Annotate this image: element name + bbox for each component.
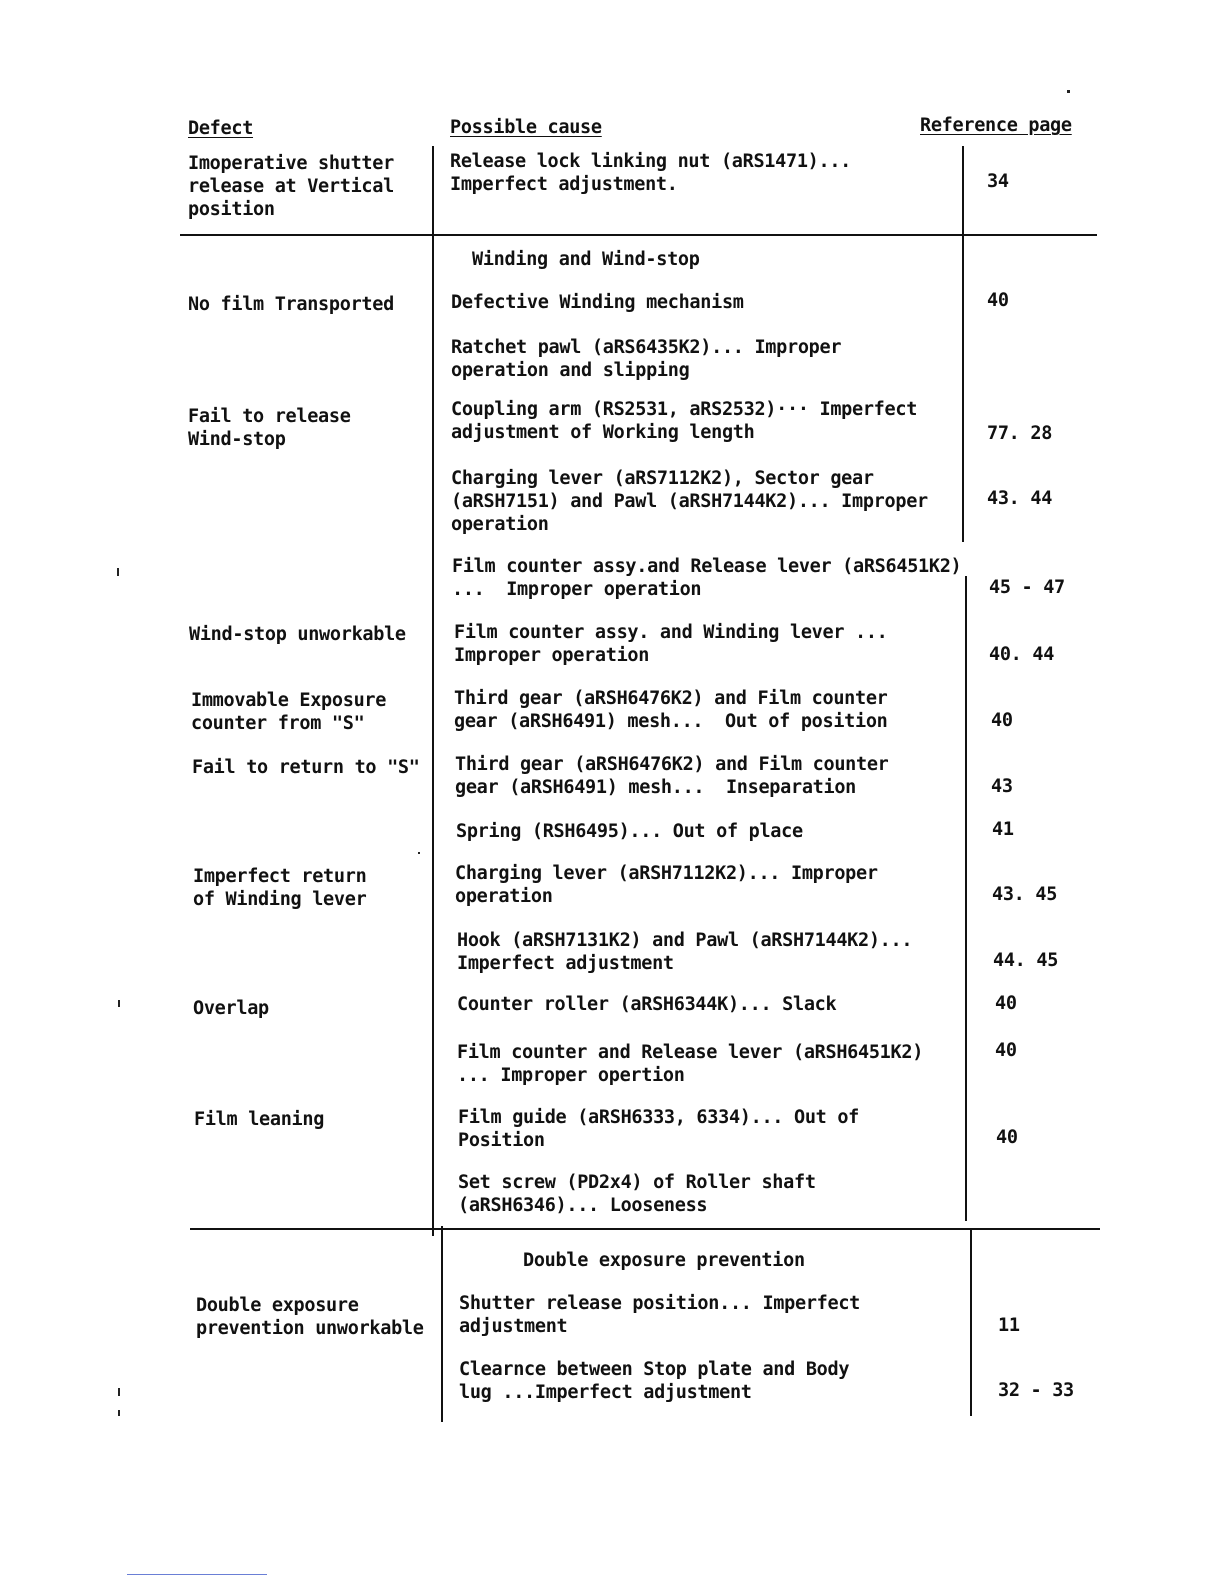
reference-page-text: 43. 44 — [987, 488, 1053, 509]
section-heading: Double exposure prevention — [523, 1250, 805, 1271]
defect-text: Fail to return to "S" — [192, 757, 420, 778]
defect-text: Immovable Exposure counter from "S" — [191, 690, 387, 734]
margin-mark — [117, 568, 119, 576]
section-heading: Winding and Wind-stop — [472, 249, 700, 270]
cause-text: Spring (RSH6495)... Out of place — [456, 821, 803, 842]
header-defect: Defect — [188, 118, 254, 139]
reference-page-text: 41 — [992, 819, 1014, 840]
reference-page-text: 40 — [991, 710, 1013, 731]
cause-text: Film counter assy.and Release lever (aRS6451K2) ... Improper operation — [452, 556, 962, 600]
cause-text: Hook (aRSH7131K2) and Pawl (aRSH7144K2)... Imperfect adjustment — [457, 930, 913, 974]
scan-speck — [1067, 90, 1070, 93]
column-divider-right-3 — [970, 1228, 972, 1416]
defect-text: Fail to release Wind-stop — [188, 406, 351, 450]
reference-page-text: 43 — [991, 776, 1013, 797]
reference-page-text: 40 — [995, 993, 1017, 1014]
reference-page-text: 32 - 33 — [998, 1380, 1074, 1401]
cause-text: Ratchet pawl (aRS6435K2)... Improper operation and slipping — [451, 337, 842, 381]
margin-mark — [118, 1410, 120, 1416]
reference-page-text: 34 — [987, 171, 1009, 192]
reference-page-text: 77. 28 — [987, 423, 1053, 444]
bottom-link-line — [127, 1574, 267, 1575]
cause-text: Shutter release position... Imperfect adjustment — [459, 1293, 861, 1337]
column-divider-right-1 — [962, 146, 964, 542]
defect-text: No film Transported — [188, 294, 394, 315]
header-reference-page: Reference page — [920, 115, 1072, 136]
cause-text: Clearnce between Stop plate and Body lug ...Imperfect adjustment — [459, 1359, 850, 1403]
reference-page-text: 40 — [995, 1040, 1017, 1061]
cause-text: Third gear (aRSH6476K2) and Film counter gear (aRSH6491) mesh... Out of position — [454, 688, 888, 732]
column-divider-left-lower — [441, 1226, 443, 1422]
column-divider-left-upper — [432, 146, 434, 1236]
margin-mark — [118, 1000, 120, 1007]
reference-page-text: 40 — [996, 1127, 1018, 1148]
defect-text: Imoperative shutter release at Vertical position — [188, 153, 394, 220]
reference-page-text: 43. 45 — [992, 884, 1058, 905]
cause-text: Charging lever (aRSH7112K2)... Improper operation — [455, 863, 878, 907]
defect-text: Overlap — [193, 998, 269, 1019]
defect-text: Wind-stop unworkable — [189, 624, 406, 645]
reference-page-text: 44. 45 — [993, 950, 1059, 971]
cause-text: Charging lever (aRS7112K2), Sector gear (aRSH7151) and Pawl (aRSH7144K2)... Improper operation — [451, 468, 928, 535]
reference-page-text: 45 - 47 — [989, 577, 1065, 598]
cause-text: Release lock linking nut (aRS1471)... Imperfect adjustment. — [450, 151, 852, 195]
defect-text: Imperfect return of Winding lever — [193, 866, 367, 910]
scan-speck — [418, 852, 420, 854]
cause-text: Film counter and Release lever (aRSH6451K2) ... Improper opertion — [457, 1042, 924, 1086]
cause-text: Defective Winding mechanism — [451, 292, 744, 313]
cause-text: Coupling arm (RS2531, aRS2532)··· Imperfect adjustment of Working length — [451, 399, 918, 443]
column-divider-right-2 — [965, 576, 967, 1221]
defect-text: Double exposure prevention unworkable — [196, 1295, 424, 1339]
cause-text: Counter roller (aRSH6344K)... Slack — [457, 994, 837, 1015]
reference-page-text: 40 — [987, 290, 1009, 311]
section-rule-winding — [180, 234, 1097, 236]
section-rule-double-exposure — [190, 1228, 1100, 1230]
reference-page-text: 11 — [998, 1315, 1020, 1336]
defect-text: Film leaning — [194, 1109, 325, 1130]
cause-text: Third gear (aRSH6476K2) and Film counter gear (aRSH6491) mesh... Inseparation — [455, 754, 889, 798]
reference-page-text: 40. 44 — [989, 644, 1055, 665]
cause-text: Film counter assy. and Winding lever ... Improper operation — [454, 622, 888, 666]
header-possible-cause: Possible cause — [450, 117, 602, 138]
margin-mark — [118, 1388, 120, 1396]
cause-text: Set screw (PD2x4) of Roller shaft (aRSH6346)... Looseness — [458, 1172, 816, 1216]
cause-text: Film guide (aRSH6333, 6334)... Out of Position — [458, 1107, 860, 1151]
